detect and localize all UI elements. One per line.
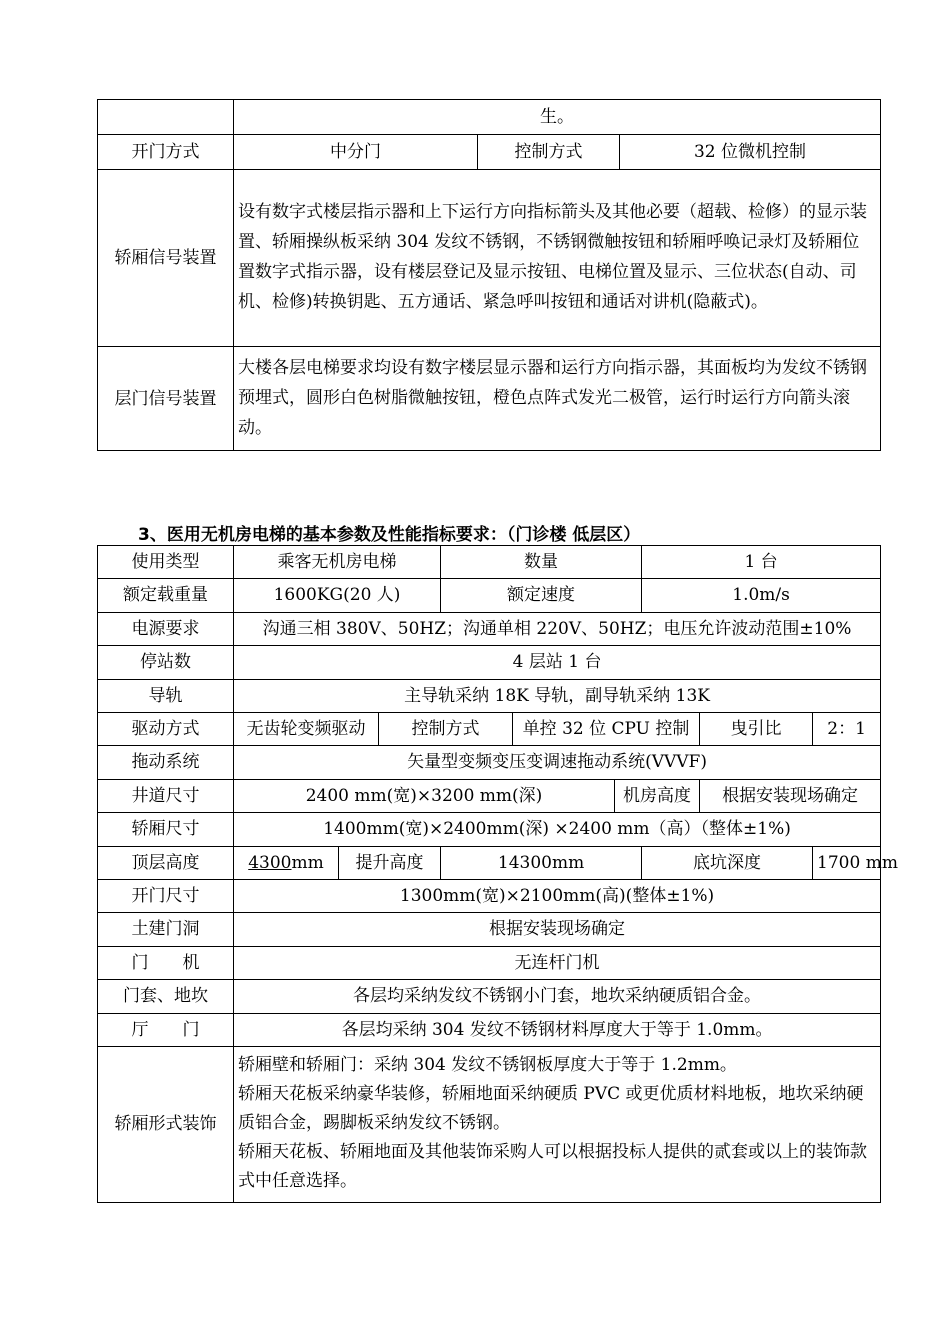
- table-cell-label: 控制方式: [379, 713, 513, 746]
- table-row: [98, 1013, 881, 1046]
- unit-text: mm: [291, 852, 324, 873]
- table-cell-label: 机房高度: [615, 779, 700, 812]
- table-cell-paragraph: 大楼各层电梯要求均设有数字楼层显示器和运行方向指示器，其面板均为发纹不锈钢预埋式，圆形白色树脂微触按钮，橙色点阵式发光二极管，运行时运行方向箭头滚动。: [234, 347, 881, 451]
- table-cell: 矢量型变频变压变调速拖动系统(VVVF): [234, 746, 881, 779]
- table-cell: 32 位微机控制: [620, 135, 881, 170]
- table-row: [98, 646, 881, 679]
- section-title: 3、医用无机房电梯的基本参数及性能指标要求：（门诊楼 低层区）: [138, 525, 641, 545]
- table-row: [98, 779, 881, 812]
- table-cell: 2400 mm(宽)×3200 mm(深): [234, 779, 615, 812]
- table-cell-label: 电源要求: [98, 612, 234, 645]
- table-cell-label: 导轨: [98, 679, 234, 712]
- table-cell-label: 门套、地坎: [98, 980, 234, 1013]
- table-row: [98, 880, 881, 913]
- table-row: [98, 946, 881, 979]
- table-cell: 1700 mm: [813, 846, 881, 879]
- table-cell-label: 额定载重量: [98, 579, 234, 612]
- table-cell: 根据安装现场确定: [700, 779, 881, 812]
- paragraph: 轿厢壁和轿厢门：采纳 304 发纹不锈钢板厚度大于等于 1.2mm。: [238, 1055, 737, 1076]
- table-cell-label: 厅 门: [98, 1013, 234, 1046]
- table-row: [98, 746, 881, 779]
- table-cell: 1600KG(20 人): [234, 579, 441, 612]
- table-row: [98, 913, 881, 946]
- table-cell-label: 开门尺寸: [98, 880, 234, 913]
- table-row: [98, 1047, 881, 1203]
- table-cell: 生。: [234, 100, 881, 135]
- table-cell-label: 曳引比: [700, 713, 813, 746]
- table-cell-label: 驱动方式: [98, 713, 234, 746]
- table-cell-label: 数量: [441, 546, 642, 579]
- paragraph: 轿厢天花板采纳豪华装修，轿厢地面采纳硬质 PVC 或更优质材料地板，地坎采纳硬质铝合金，踢脚板采纳发纹不锈钢。: [238, 1084, 864, 1134]
- table-cell: 2：1: [813, 713, 881, 746]
- table-cell-paragraph: 设有数字式楼层指示器和上下运行方向指标箭头及其他必要（超载、检修）的显示装置、轿厢操纵板采纳 304 发纹不锈钢，不锈钢微触按钮和轿厢呼唤记录灯及轿厢位置数字式指示器，设有楼层登记及显示按钮、电梯位置及显示、三位状态(自动、司机、检修)转换钥匙、五方通话、紧急呼叫按钮和通话对讲机(隐蔽式)。: [234, 170, 881, 347]
- table-cell-label: 提升高度: [339, 846, 441, 879]
- table-cell-label: 开门方式: [98, 135, 234, 170]
- paragraph: 轿厢天花板、轿厢地面及其他装饰采购人可以根据投标人提供的贰套或以上的装饰款式中任意选择。: [238, 1142, 867, 1192]
- table-row: [98, 347, 881, 451]
- table-cell-label: 底坑深度: [642, 846, 813, 879]
- table-cell-label: 停站数: [98, 646, 234, 679]
- underlined-value: 4300: [248, 852, 292, 873]
- table-cell-label: 轿厢尺寸: [98, 813, 234, 846]
- table-row: [98, 612, 881, 645]
- table-row: [98, 135, 881, 170]
- table-cell-label: 土建门洞: [98, 913, 234, 946]
- table-cell-label: 轿厢形式装饰: [98, 1047, 234, 1203]
- table-cell: 沟通三相 380V、50HZ；沟通单相 220V、50HZ；电压允许波动范围±10%: [234, 612, 881, 645]
- table-row: [98, 980, 881, 1013]
- table-cell: 1 台: [642, 546, 881, 579]
- table-cell-label: 额定速度: [441, 579, 642, 612]
- table-cell-label: 轿厢信号装置: [98, 170, 234, 347]
- table-cell: 根据安装现场确定: [234, 913, 881, 946]
- table-cell: 1.0m/s: [642, 579, 881, 612]
- table-cell: 无连杆门机: [234, 946, 881, 979]
- table-cell: 无齿轮变频驱动: [234, 713, 379, 746]
- table-cell-label: 层门信号装置: [98, 347, 234, 451]
- table-cell: 主导轨采纳 18K 导轨，副导轨采纳 13K: [234, 679, 881, 712]
- table-cell: 各层均采纳发纹不锈钢小门套，地坎采纳硬质铝合金。: [234, 980, 881, 1013]
- table-cell: 单控 32 位 CPU 控制: [513, 713, 700, 746]
- table-cell-label: 门 机: [98, 946, 234, 979]
- table-cell: [98, 100, 234, 135]
- spec-table-continued: [97, 99, 881, 451]
- table-row: [98, 813, 881, 846]
- table-cell: 各层均采纳 304 发纹不锈钢材料厚度大于等于 1.0mm。: [234, 1013, 881, 1046]
- table-cell-label: 拖动系统: [98, 746, 234, 779]
- table-row: [98, 170, 881, 347]
- table-cell-label: 顶层高度: [98, 846, 234, 879]
- table-cell: 乘客无机房电梯: [234, 546, 441, 579]
- table-row: [98, 100, 881, 135]
- table-cell-label: 控制方式: [478, 135, 620, 170]
- table-cell-label: 使用类型: [98, 546, 234, 579]
- table-row: [98, 846, 881, 879]
- table-row: [98, 546, 881, 579]
- table-cell: [234, 846, 339, 879]
- table-cell: 1400mm(宽)×2400mm(深) ×2400 mm（高）（整体±1%): [234, 813, 881, 846]
- table-row: [98, 679, 881, 712]
- table-cell-label: 井道尺寸: [98, 779, 234, 812]
- table-cell: 14300mm: [441, 846, 642, 879]
- table-cell: 4 层站 1 台: [234, 646, 881, 679]
- table-cell: 中分门: [234, 135, 478, 170]
- spec-table-low-zone: [97, 545, 898, 1203]
- table-row: [98, 713, 881, 746]
- table-cell-paragraph: [234, 1047, 881, 1203]
- table-row: [98, 579, 881, 612]
- table-cell: 1300mm(宽)×2100mm(高)(整体±1%): [234, 880, 881, 913]
